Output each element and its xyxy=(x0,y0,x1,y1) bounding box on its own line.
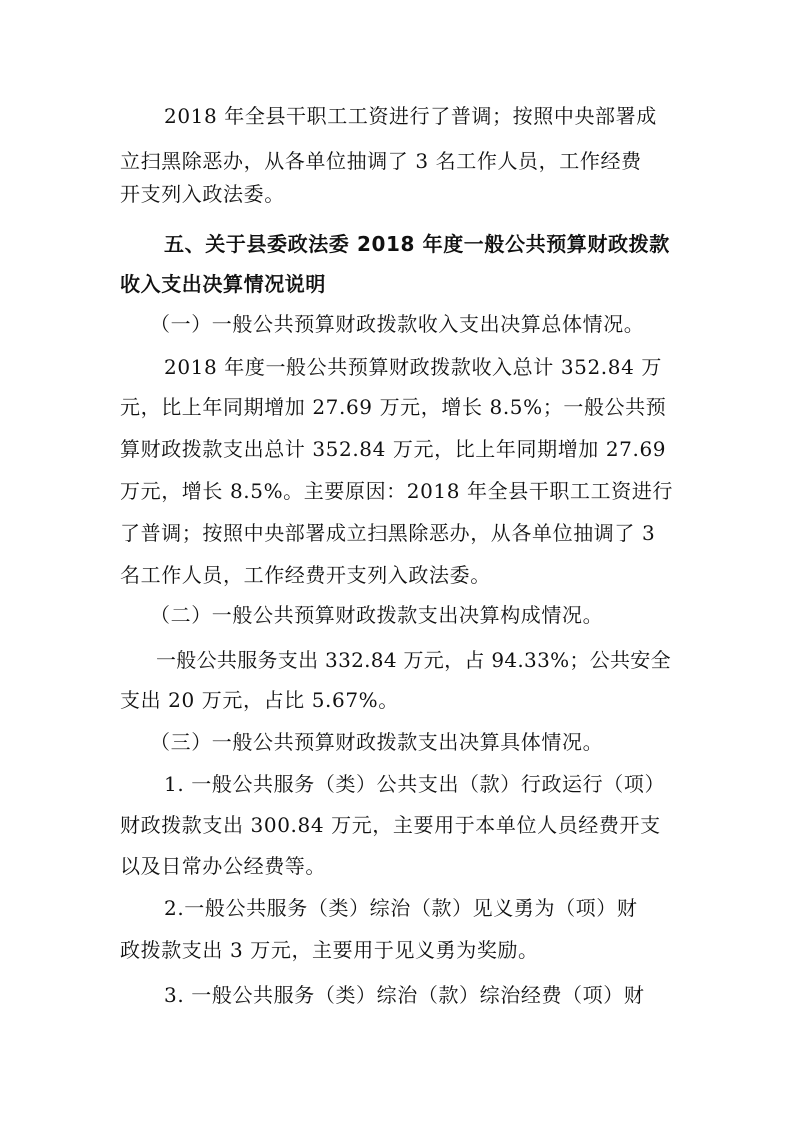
paragraph-line: 支出 20 万元，占比 5.67%。 xyxy=(120,688,399,712)
paragraph-line: 元，比上年同期增加 27.69 万元，增长 8.5%；一般公共预 xyxy=(120,395,667,419)
paragraph-line: 3. 一般公共服务（类）综治（款）综治经费（项）财 xyxy=(164,983,645,1007)
section-heading-continued: 收入支出决算情况说明 xyxy=(120,272,326,296)
paragraph-line: 开支列入政法委。 xyxy=(120,182,285,206)
paragraph-line: 2018 年度一般公共预算财政拨款收入总计 352.84 万 xyxy=(164,355,662,379)
paragraph-line: 以及日常办公经费等。 xyxy=(120,854,326,878)
paragraph-line: 名工作人员，工作经费开支列入政法委。 xyxy=(120,563,491,587)
paragraph-line: 1. 一般公共服务（类）公共支出（款）行政运行（项） xyxy=(164,772,666,796)
paragraph-line: 政拨款支出 3 万元，主要用于见义勇为奖励。 xyxy=(120,938,539,962)
paragraph-line: 立扫黑除恶办，从各单位抽调了 3 名工作人员，工作经费 xyxy=(120,149,642,173)
subsection-heading: （二）一般公共预算财政拨款支出决算构成情况。 xyxy=(150,603,604,627)
paragraph-line: 2018 年全县干职工工资进行了普调；按照中央部署成 xyxy=(164,104,657,128)
subsection-heading: （三）一般公共预算财政拨款支出决算具体情况。 xyxy=(150,730,604,754)
subsection-heading: （一）一般公共预算财政拨款收入支出决算总体情况。 xyxy=(150,312,645,336)
paragraph-line: 财政拨款支出 300.84 万元，主要用于本单位人员经费开支 xyxy=(120,813,661,837)
paragraph-line: 万元，增长 8.5%。主要原因：2018 年全县干职工工资进行 xyxy=(120,479,674,503)
section-heading: 五、关于县委政法委 2018 年度一般公共预算财政拨款 xyxy=(164,232,670,256)
paragraph-line: 了普调；按照中央部署成立扫黑除恶办，从各单位抽调了 3 xyxy=(120,521,656,545)
paragraph-line: 算财政拨款支出总计 352.84 万元，比上年同期增加 27.69 xyxy=(120,437,667,461)
paragraph-line: 2.一般公共服务（类）综治（款）见义勇为（项）财 xyxy=(164,896,638,920)
paragraph-line: 一般公共服务支出 332.84 万元，占 94.33%；公共安全 xyxy=(156,648,671,672)
